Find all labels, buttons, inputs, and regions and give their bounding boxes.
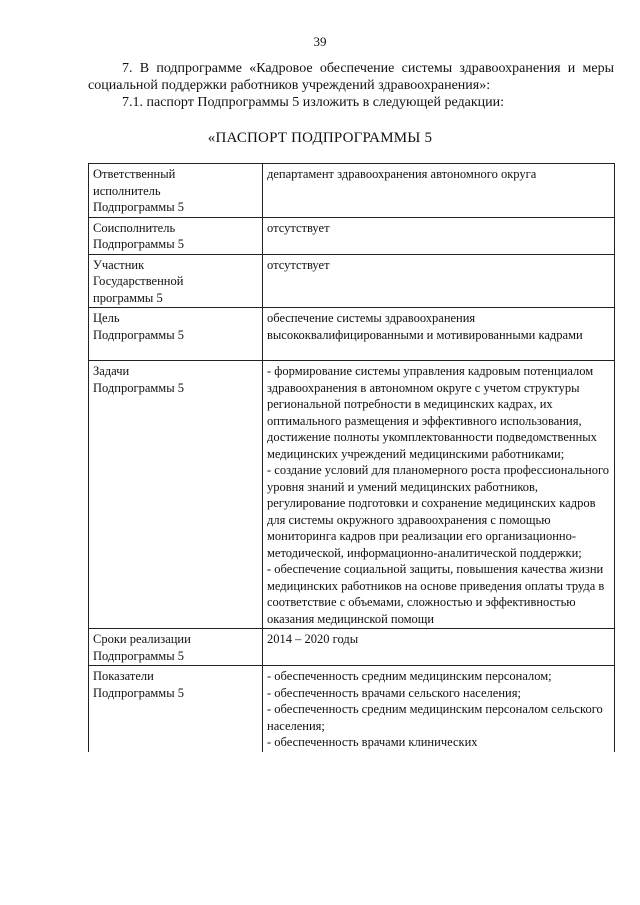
row-value: департамент здравоохранения автономного округа: [263, 164, 615, 218]
table-row-tasks: [89, 361, 615, 629]
row-label: Сроки реализации Подпрограммы 5: [89, 629, 263, 666]
intro-paragraph-passport: 7.1. паспорт Подпрограммы 5 изложить в следующей редакции:: [122, 95, 505, 110]
row-label: Ответственный исполнитель Подпрограммы 5: [89, 164, 263, 218]
row-value: отсутствует: [263, 254, 615, 308]
intro-text: [88, 60, 614, 111]
table-row-goal: [89, 308, 615, 361]
page-number: 39: [313, 34, 327, 49]
passport-title: «ПАСПОРТ ПОДПРОГРАММЫ 5: [207, 130, 433, 146]
row-label: Соисполнитель Подпрограммы 5: [89, 217, 263, 254]
row-value: - обеспеченность средним медицинским персоналом; - обеспеченность врачами сельского населения; - обеспеченность средним медицинским персоналом сельского населения; - обеспеченность врачами клинических: [263, 666, 615, 752]
row-value: 2014 – 2020 годы: [263, 629, 615, 666]
row-label: Показатели Подпрограммы 5: [89, 666, 263, 752]
table-row-timeline: [89, 629, 615, 666]
row-label: Участник Государственной программы 5: [89, 254, 263, 308]
table-row-participant: [89, 254, 615, 308]
passport-table: [88, 163, 615, 752]
intro-paragraph-amendment: 7. В подпрограмме «Кадровое обеспечение системы здравоохранения и меры социальной поддержки работников учреждений здравоохранения»:: [88, 61, 614, 93]
row-label: Задачи Подпрограммы 5: [89, 361, 263, 629]
table-row-responsible-executor: [89, 164, 615, 218]
table-row-indicators: [89, 666, 615, 752]
row-label: Цель Подпрограммы 5: [89, 308, 263, 361]
table-row-co-executor: [89, 217, 615, 254]
row-value: - формирование системы управления кадровым потенциалом здравоохранения в автономном округе с учетом структуры региональной потребности в медицинских кадрах, их оптимального размещения и эффективного использования, достижение полноты укомплектованности подведомственных медицинских учреждений медицинскими работниками; - создание условий для планомерного роста профессионального уровня знаний и умений медицинских работников, регулирование подготовки и сохранение медицинских кадров для системы окружного здравоохранения с помощью мониторинга кадров при реализации его организационно-методической, информационно-аналитической поддержки; - обеспечение социальной защиты, повышения качества жизни медицинских работников на основе приведения оплаты труда в соответствие с объемами, сложностью и эффективностью оказания медицинской помощи: [263, 361, 615, 629]
row-value: отсутствует: [263, 217, 615, 254]
row-value: обеспечение системы здравоохранения высококвалифицированными и мотивированными кадрами: [263, 308, 615, 361]
